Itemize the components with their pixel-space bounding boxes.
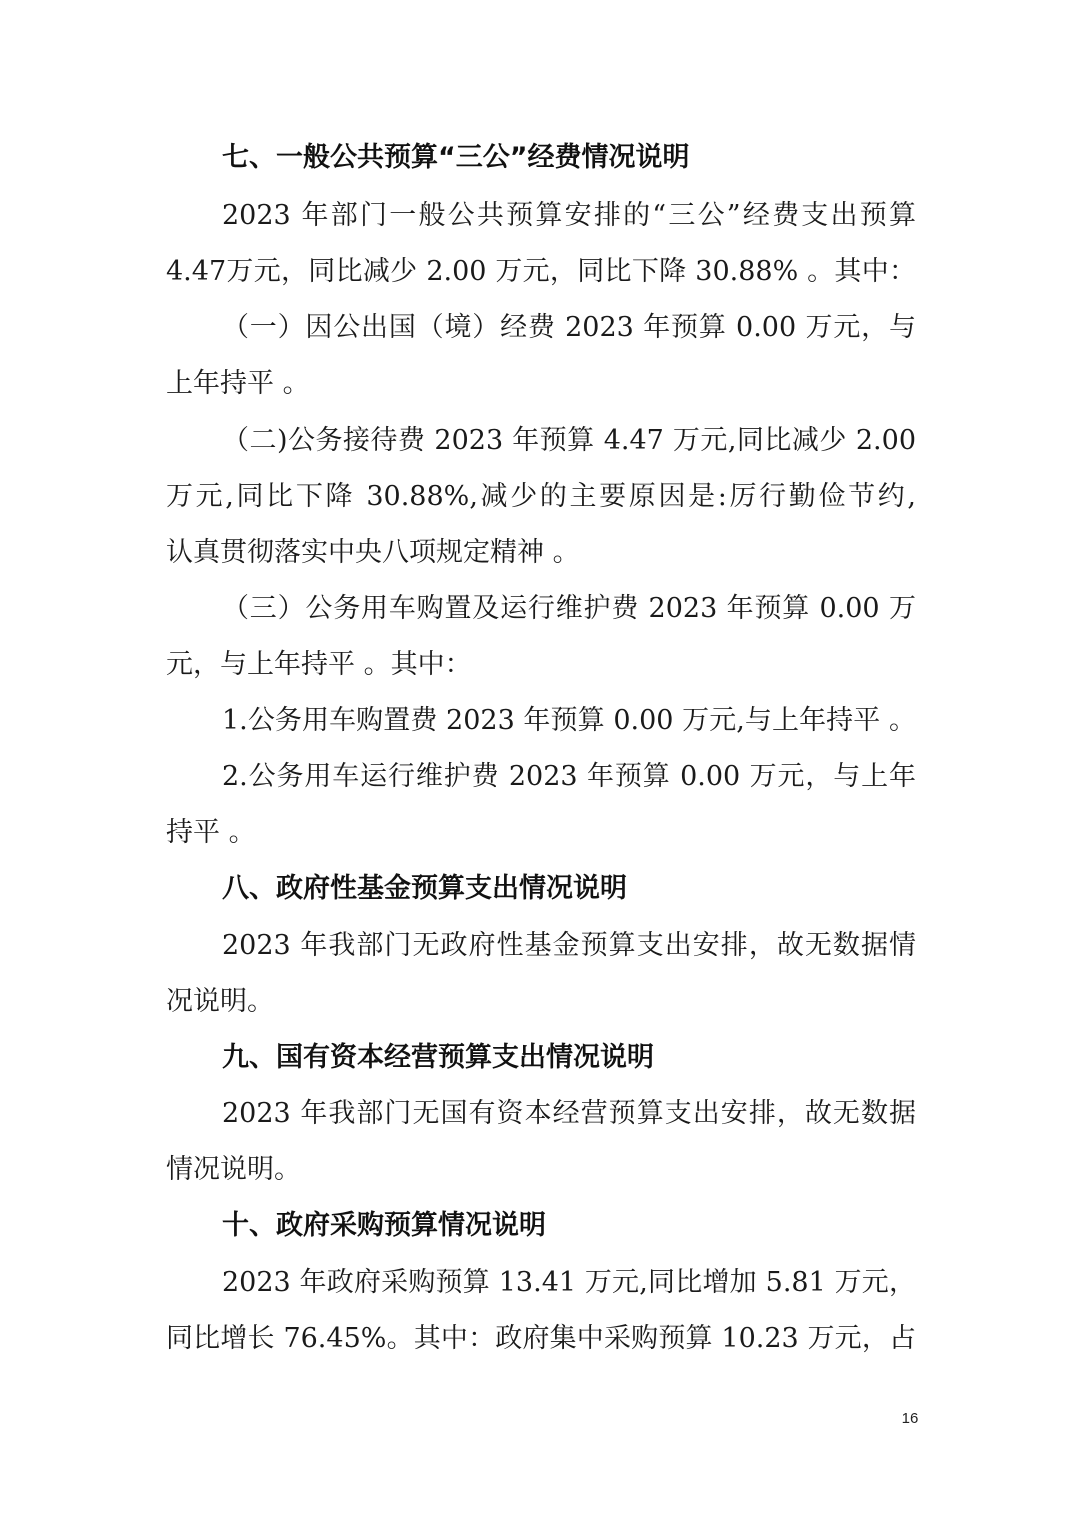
section-7-item-2-line: 认真贯彻落实中央八项规定精神 。: [166, 537, 580, 568]
section-8-paragraph-line: 2023 年我部门无政府性基金预算支出安排，故无数据情: [222, 930, 916, 961]
section-10-heading: 十、政府采购预算情况说明: [222, 1210, 546, 1241]
section-7-paragraph-line: 4.47万元，同比减少 2.00 万元，同比下降 30.88% 。其中：: [166, 256, 916, 287]
section-7-heading: 七、一般公共预算“三公”经费情况说明: [222, 142, 690, 173]
section-9-heading: 九、国有资本经营预算支出情况说明: [222, 1042, 654, 1073]
section-9-paragraph-line: 2023 年我部门无国有资本经营预算支出安排，故无数据: [222, 1098, 916, 1129]
section-7-item-1-line: （一）因公出国（境）经费 2023 年预算 0.00 万元，与: [222, 312, 916, 343]
section-8-paragraph-line: 况说明。: [166, 986, 274, 1017]
section-7-item-3-line: （三）公务用车购置及运行维护费 2023 年预算 0.00 万: [222, 593, 916, 624]
section-7-paragraph-line: 2023 年部门一般公共预算安排的“三公”经费支出预算: [222, 200, 916, 231]
section-10-paragraph-line: 同比增长 76.45%。其中：政府集中采购预算 10.23 万元，占: [166, 1323, 916, 1354]
section-10-paragraph-line: 2023 年政府采购预算 13.41 万元,同比增加 5.81 万元，: [222, 1267, 916, 1298]
section-9-paragraph-line: 情况说明。: [166, 1154, 301, 1185]
section-7-item-2-line: （二)公务接待费 2023 年预算 4.47 万元,同比减少 2.00: [222, 425, 916, 456]
page-number: 16: [901, 1410, 919, 1427]
section-7-item-1-line: 上年持平 。: [166, 368, 310, 399]
section-7-item-2-line: 万元,同比下降 30.88%,减少的主要原因是:厉行勤俭节约,: [166, 481, 916, 512]
section-8-heading: 八、政府性基金预算支出情况说明: [222, 873, 627, 904]
section-7-sub-item-2-line: 持平 。: [166, 817, 256, 848]
section-7-sub-item-1: 1.公务用车购置费 2023 年预算 0.00 万元,与上年持平 。: [222, 705, 916, 736]
section-7-item-3-line: 元，与上年持平 。其中：: [166, 649, 472, 680]
section-7-sub-item-2-line: 2.公务用车运行维护费 2023 年预算 0.00 万元，与上年: [222, 761, 916, 792]
